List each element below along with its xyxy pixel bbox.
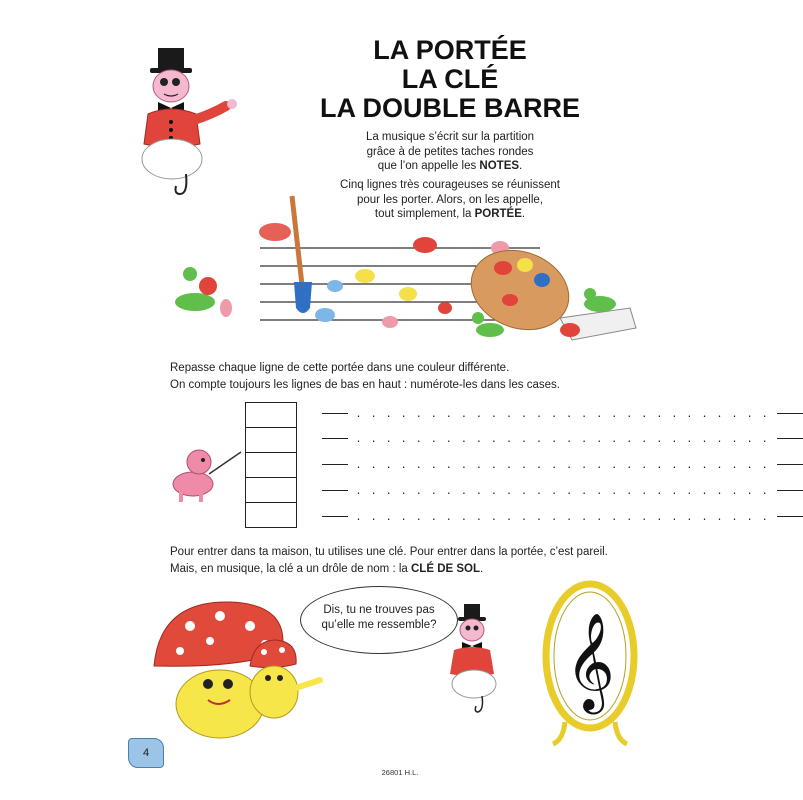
bubble-line-2: qu’elle me ressemble? <box>321 619 437 631</box>
intro2-line-3-pre: tout simplement, la <box>374 208 475 220</box>
trace-dots-1: . . . . . . . . . . . . . . . . . . . . . . . . . . . . <box>355 512 770 523</box>
trace-dots-5: . . . . . . . . . . . . . . . . . . . . . . . . . . . . <box>355 409 770 420</box>
number-boxes <box>245 402 295 528</box>
intro2-line-2: pour les porter. Alors, on les appelle, <box>356 193 544 206</box>
mirror-treble-clef-illustration <box>535 572 645 752</box>
key-text-line-2 <box>170 561 730 578</box>
intro2-line-3-post: . <box>521 208 526 220</box>
portee-keyword: PORTÉE <box>474 208 522 220</box>
trace-line-4[interactable] <box>322 434 770 446</box>
key-text-line-1: Pour entrer dans ta maison, tu utilises une clé. Pour entrer dans la portée, c’est pareil. <box>170 546 608 558</box>
cle-de-sol-keyword: CLÉ DE SOL <box>411 563 481 575</box>
intro1-line-1: La musique s’écrit sur la partition <box>365 131 535 143</box>
key-text-line-2-post: . <box>480 563 484 575</box>
trace-dots-4: . . . . . . . . . . . . . . . . . . . . . . . . . . . . <box>355 434 770 445</box>
trace-dots-2: . . . . . . . . . . . . . . . . . . . . . . . . . . . . <box>355 486 770 497</box>
bubble-line-1: Dis, tu ne trouves pas <box>323 604 435 616</box>
title-line-1: LA PORTÉE <box>373 35 527 65</box>
number-box-1[interactable] <box>245 503 297 528</box>
treble-clef-paragraph <box>170 544 730 578</box>
mushroom-characters-illustration <box>150 596 325 741</box>
intro2-line-1: Cinq lignes très courageuses se réunissent <box>340 179 560 191</box>
exercise-instructions <box>170 360 730 394</box>
intro1-line-3 <box>270 159 630 174</box>
treble-clef-icon: 𝄞 <box>565 612 615 710</box>
number-box-5[interactable] <box>245 402 297 428</box>
page-number-badge: 4 <box>128 738 164 768</box>
intro1-line-2: grâce à de petites taches rondes <box>366 145 534 158</box>
trace-line-2[interactable] <box>322 486 770 498</box>
footer-reference: 26801 H.L. <box>381 768 419 777</box>
note-mascot-illustration <box>140 44 255 204</box>
exercise-line-2: On compte toujours les lignes de bas en haut : numérote-les dans les cases. <box>170 379 560 391</box>
trace-line-3[interactable] <box>322 460 770 472</box>
notes-keyword: NOTES <box>479 160 520 172</box>
speech-bubble <box>300 586 458 654</box>
dog-conductor-illustration <box>165 440 245 505</box>
intro-paragraph-notes <box>270 130 630 174</box>
title-line-3: LA DOUBLE BARRE <box>320 93 580 123</box>
staff-illustration <box>160 190 660 360</box>
title-line-2: LA CLÉ <box>401 64 499 94</box>
trace-line-1[interactable] <box>322 512 770 524</box>
intro1-line-3-pre: que l’on appelle les <box>377 160 480 172</box>
number-box-3[interactable] <box>245 453 297 478</box>
key-text-line-2-pre: Mais, en musique, la clé a un drôle de nom : la <box>170 563 411 575</box>
number-box-4[interactable] <box>245 428 297 453</box>
intro1-line-3-post: . <box>519 160 523 172</box>
trace-line-5[interactable] <box>322 409 770 421</box>
exercise-line-1: Repasse chaque ligne de cette portée dans une couleur différente. <box>170 362 510 374</box>
small-note-mascot-illustration <box>448 602 518 722</box>
number-box-2[interactable] <box>245 478 297 503</box>
trace-dots-3: . . . . . . . . . . . . . . . . . . . . . . . . . . . . <box>355 460 770 471</box>
page-title <box>250 36 650 123</box>
